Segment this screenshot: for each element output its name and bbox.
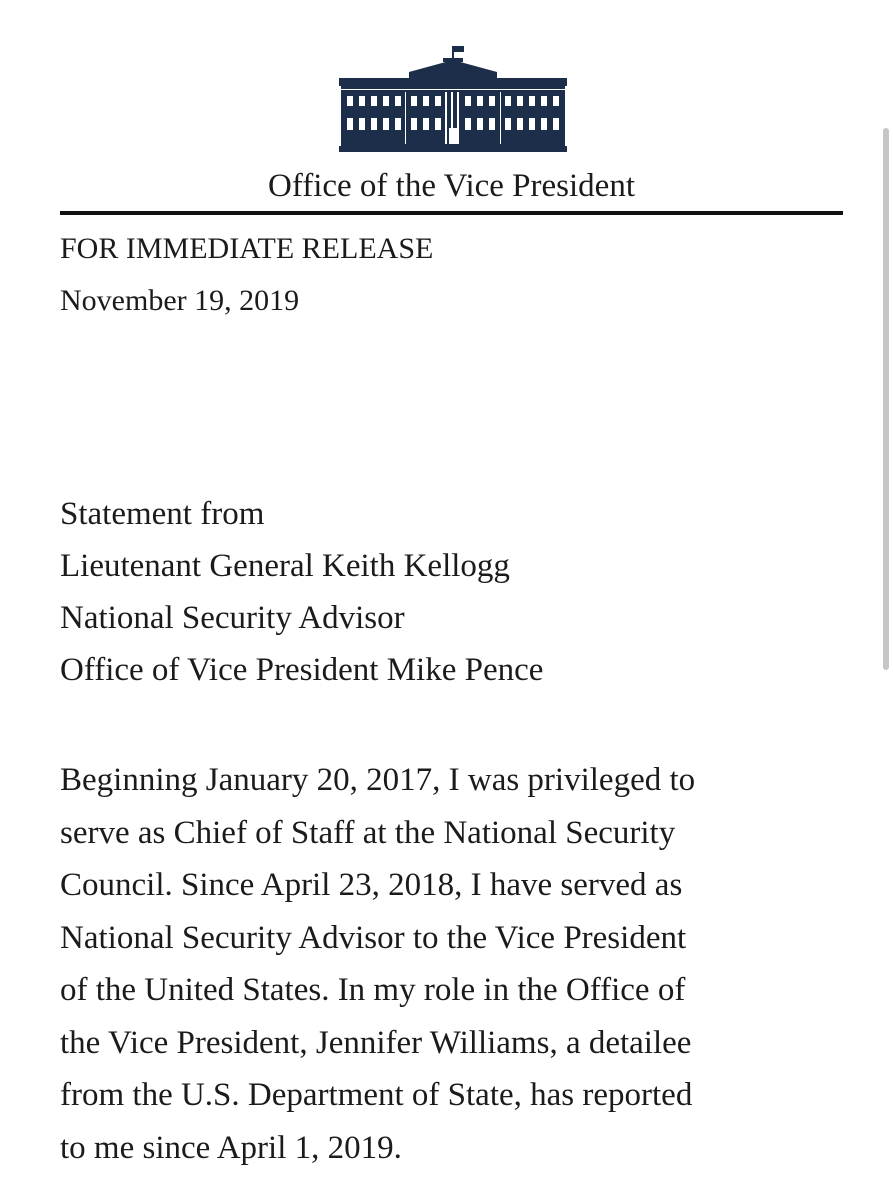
statement-line: National Security Advisor — [60, 600, 405, 636]
release-meta — [60, 223, 433, 327]
body-line: from the U.S. Department of State, has reported — [60, 1077, 693, 1113]
body-line: the Vice President, Jennifer Williams, a detailee — [60, 1024, 692, 1061]
statement-body — [60, 754, 695, 1174]
body-line: Council. Since April 23, 2018, I have served as — [60, 867, 683, 903]
statement-line: Office of Vice President Mike Pence — [60, 652, 544, 688]
body-line: of the United States. In my role in the Office of — [60, 972, 686, 1008]
statement-line: Lieutenant General Keith Kellogg — [60, 548, 510, 584]
office-title: Office of the Vice President — [267, 168, 635, 204]
statement-line: Statement from — [60, 496, 265, 532]
body-line: serve as Chief of Staff at the National Security — [60, 814, 676, 851]
release-date: November 19, 2019 — [60, 284, 300, 317]
statement-header — [60, 488, 543, 696]
release-label: FOR IMMEDIATE RELEASE — [60, 232, 434, 265]
body-line: to me since April 1, 2019. — [60, 1129, 402, 1166]
body-line: National Security Advisor to the Vice President — [60, 919, 687, 956]
vertical-scrollbar[interactable] — [883, 128, 889, 670]
header-divider — [60, 211, 843, 215]
white-house-icon — [339, 42, 567, 154]
body-line: Beginning January 20, 2017, I was privileged to — [60, 762, 696, 798]
